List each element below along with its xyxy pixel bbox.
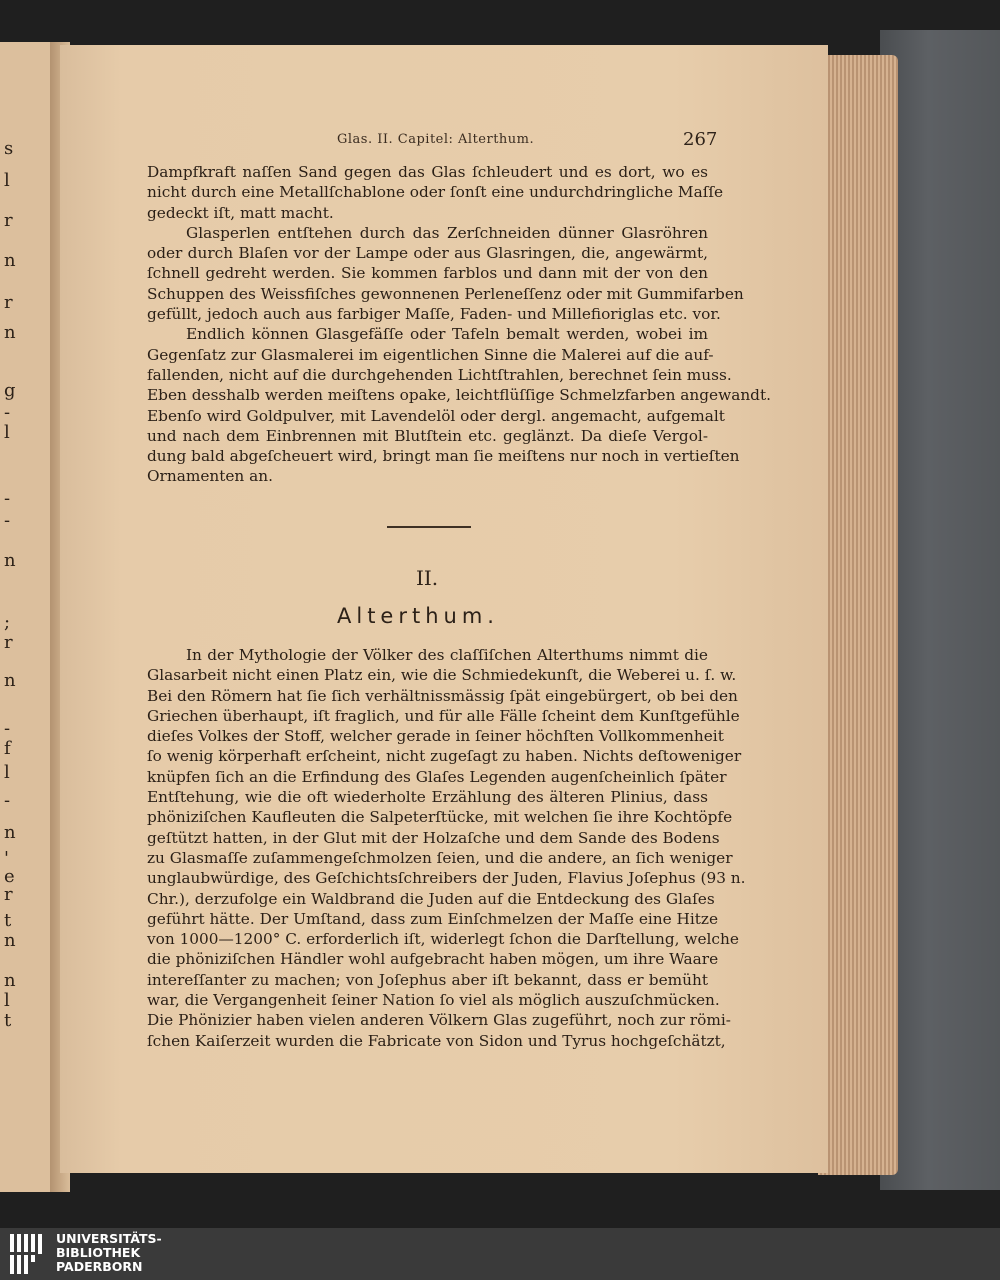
left-page-fragment: n (4, 822, 16, 843)
text-line: Glasperlen entſtehen durch das Zerſchneiden dünner Glasröhren (186, 223, 708, 242)
text-line: die phöniziſchen Händler wohl aufgebracht haben mögen, um ihre Waare (147, 950, 719, 969)
left-page-fragment: l (4, 762, 10, 783)
left-page-fragment: r (4, 210, 13, 231)
left-page-fragment: - (4, 718, 11, 739)
text-line: zu Glasmaſſe zuſammengeſchmolzen ſeien, und die andere, an ſich weniger (147, 848, 733, 867)
left-page-fragment: n (4, 930, 16, 951)
left-page-fragment: ' (4, 848, 9, 869)
library-footer (0, 1228, 1000, 1280)
text-line: Endlich können Glasgefäſſe oder Tafeln bemalt werden, wobei im (186, 325, 708, 344)
text-line: Dampfkraft naſſen Sand gegen das Glas ſchleudert und es dort, wo es (147, 163, 708, 181)
text-line: In der Mythologie der Völker des claſſiſchen Alterthums nimmt die (186, 646, 708, 664)
left-page-fragment: r (4, 632, 13, 653)
left-page-fragment: ; (4, 612, 11, 633)
text-line: Chr.), derzufolge ein Waldbrand die Juden auf die Entdeckung des Glaſes (147, 889, 715, 908)
text-line: Die Phönizier haben vielen anderen Völkern Glas zugeführt, noch zur römi- (147, 1011, 731, 1030)
text-line: ſo wenig körperhaft erſcheint, nicht zugeſagt zu haben. Nichts deſtoweniger (147, 747, 742, 766)
text-line: Ornamenten an. (147, 467, 273, 486)
text-line: phöniziſchen Kaufleuten die Salpeterſtücke, mit welchen ſie ihre Kochtöpfe (147, 808, 733, 827)
body-text-main (147, 645, 746, 1051)
page-edges (818, 55, 898, 1175)
section-number-text: II. (416, 566, 439, 590)
left-page-fragment: t (4, 910, 12, 931)
text-line: unglaubwürdige, des Geſchichtsſchreibers der Juden, Flavius Joſephus (93 n. (147, 869, 746, 888)
text-line: oder durch Blaſen vor der Lampe oder aus Glasringen, die, angewärmt, (147, 244, 708, 263)
library-logo-icon (8, 1232, 50, 1276)
text-line: fallenden, nicht auf die durchgehenden Lichtſtrahlen, berechnet ſein muss. (147, 365, 732, 384)
left-page-fragment: - (4, 510, 11, 531)
text-line: geſtützt hatten, in der Glut mit der Holzaſche und dem Sande des Bodens (147, 828, 720, 847)
running-header (0, 129, 1000, 154)
text-line: dieſes Volkes der Stoff, welcher gerade in ſeiner höchſten Vollkommenheit (147, 727, 724, 746)
left-page-fragment: n (4, 670, 16, 691)
library-name (56, 1232, 162, 1274)
section-divider (387, 526, 471, 528)
text-line: von 1000—1200° C. erforderlich iſt, widerlegt ſchon die Darſtellung, welche (147, 930, 739, 949)
left-page-fragment: t (4, 1010, 12, 1031)
page-number: 267 (683, 129, 718, 150)
left-page-fragment: - (4, 488, 11, 509)
left-page-fragment: n (4, 970, 16, 991)
text-line: ſchnell gedreht werden. Sie kommen farblos und dann mit der von den (147, 264, 708, 283)
text-line: nicht durch eine Metallſchablone oder ſonſt eine undurchdringliche Maſſe (147, 183, 724, 202)
left-page-fragment: n (4, 322, 16, 343)
left-page-fragment: r (4, 292, 13, 313)
left-page-fragment: n (4, 550, 16, 571)
text-line: dung bald abgeſcheuert wird, bringt man ſie meiſtens nur noch in vertieſten (147, 447, 740, 466)
left-page-fragment: - (4, 402, 11, 423)
library-name-line: UNIVERSITÄTS- (56, 1231, 162, 1246)
text-line: war, die Vergangenheit ſeiner Nation ſo viel als möglich auszuſchmücken. (147, 991, 720, 1010)
text-line: gedeckt iſt, matt macht. (147, 203, 334, 222)
left-page-fragment: l (4, 170, 10, 191)
section-title: Alterthum. (337, 604, 499, 628)
text-line: Ebenſo wird Goldpulver, mit Lavendelöl oder dergl. angemacht, aufgemalt (147, 406, 725, 425)
text-line: ſchen Kaiſerzeit wurden die Fabricate von Sidon und Tyrus hochgeſchätzt, (147, 1031, 726, 1050)
running-header-title: Glas. II. Capitel: Alterthum. (337, 132, 535, 147)
book-cover-board (880, 30, 1000, 1190)
left-page-fragment: r (4, 884, 13, 905)
text-line: geführt hätte. Der Umſtand, dass zum Einſchmelzen der Maſſe eine Hitze (147, 909, 719, 928)
text-line: Griechen überhaupt, iſt fraglich, und für alle Fälle ſcheint dem Kunſtgefühle (147, 706, 740, 725)
left-page-fragment: - (4, 790, 11, 811)
library-name-line: PADERBORN (56, 1259, 143, 1274)
text-line: Entſtehung, wie die oft wiederholte Erzählung des älteren Plinius, dass (147, 788, 708, 807)
left-page-fragment: e (4, 866, 15, 887)
text-line: Eben desshalb werden meiſtens opake, leichtflüſſige Schmelzfarben angewandt. (147, 386, 771, 405)
text-line: Glasarbeit nicht einen Platz ein, wie die Schmiedekunſt, die Weberei u. ſ. w. (147, 666, 737, 685)
text-line: Bei den Römern hat ſie ſich verhältnissmässig ſpät eingebürgert, ob bei den (147, 686, 738, 705)
left-page-fragment: l (4, 990, 10, 1011)
text-line: gefüllt, jedoch auch aus farbiger Maſſe, Faden- und Millefioriglas etc. vor. (147, 305, 721, 324)
left-page-fragment: l (4, 422, 10, 443)
body-text-top (147, 162, 771, 487)
text-line: Gegenſatz zur Glasmalerei im eigentlichen Sinne die Malerei auf die auf- (147, 345, 714, 364)
text-line: und nach dem Einbrennen mit Blutſtein etc. geglänzt. Da dieſe Vergol- (147, 426, 708, 445)
text-line: knüpfen ſich an die Erfindung des Glaſes Legenden augenſcheinlich ſpäter (147, 767, 727, 786)
library-name-line: BIBLIOTHEK (56, 1245, 141, 1260)
text-line: intereſſanter zu machen; von Joſephus aber iſt bekannt, dass er bemüht (147, 970, 708, 989)
left-page-fragment: f (4, 738, 11, 759)
text-line: Schuppen des Weissfiſches gewonnenen Perleneſſenz oder mit Gummifarben (147, 284, 744, 303)
left-page-fragment: s (4, 138, 14, 159)
left-page-fragment: g (4, 380, 16, 401)
left-page-fragment: n (4, 250, 16, 271)
